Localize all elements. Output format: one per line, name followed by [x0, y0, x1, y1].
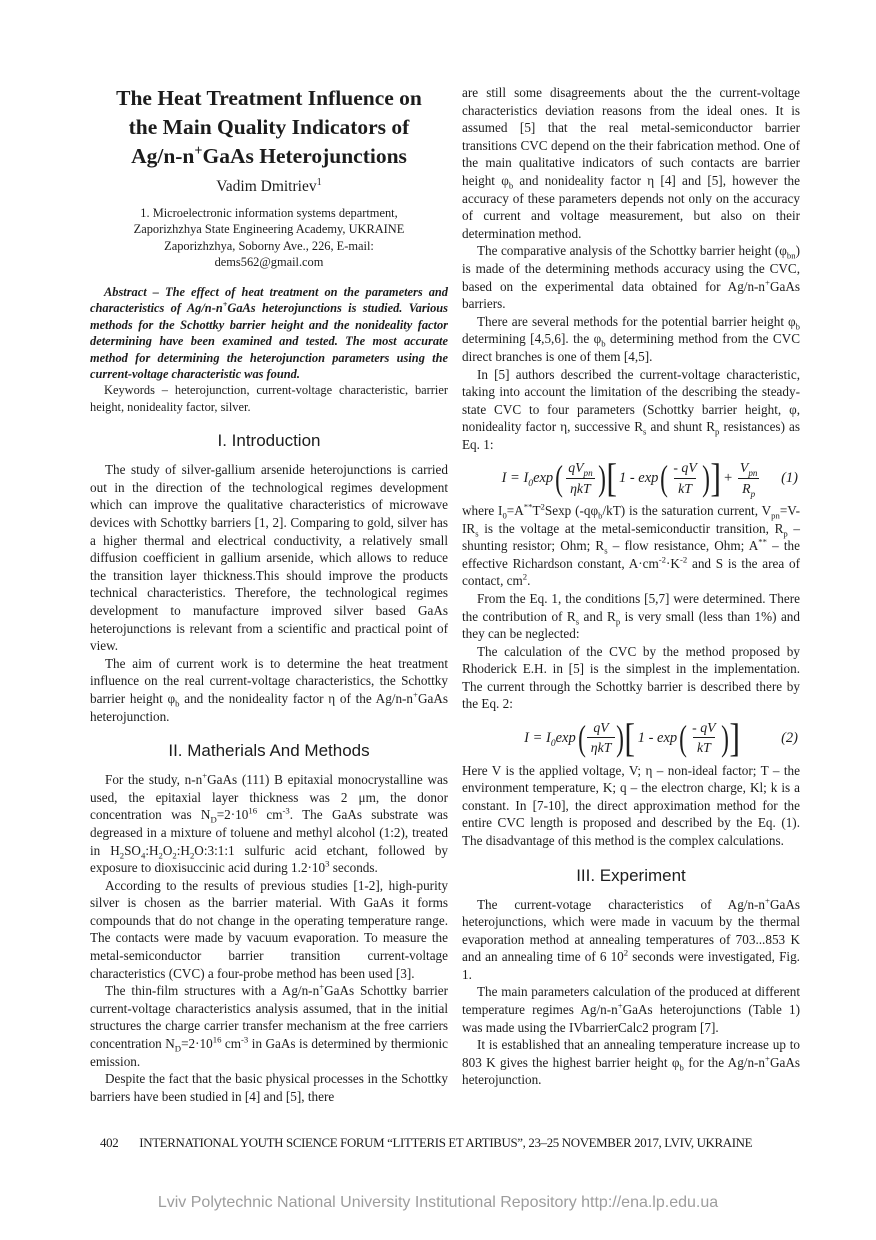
paragraph: Here V is the applied voltage, V; η – non-ideal factor; T – the environment temperature, K; q – the electron charge, Kl; k is a constant. In [7-10], the direct approximation method for the entire CVC length is proposed and described by the Eq. (1). The disadvantage of this method is the complex calculations. [462, 762, 800, 848]
paragraph: where $I_0=A^{**}T^2Sexp$ $(-q\varphi_b/kT)$ is the saturation current, $V_{pn}=V-IR_s$ is the voltage at the metal-semiconductir transition, $R_p$ – shunting resistor; Ohm; $R_s$ – flow resistance, Ohm; A** – the effective Richardson constant, $A\cdot cm^{-2}\cdot K^{-2}$ and S is the area of contact, $cm^2$. [462, 501, 801, 589]
equation-mid: 1 - exp [618, 469, 659, 486]
right-bracket: ] [710, 455, 721, 501]
left-paren: ( [660, 457, 669, 498]
paragraph: Despite the fact that the basic physical processes in the Schottky barriers have been studied in [4] and [5], there [90, 1071, 448, 1104]
affiliation [90, 205, 448, 271]
left-column [90, 84, 448, 1105]
equation-mid: 1 - exp [637, 729, 678, 746]
equation-2 [462, 714, 800, 760]
fraction: $\frac{qV}{\text{ηkT}}$ [587, 719, 616, 756]
section-heading-experiment: III. Experiment [576, 865, 686, 885]
paragraph: The calculation of the CVC by the method proposed by Rhoderick E.H. in [5] is the simplest in the implementation. The current through the Schottky barrier is described there by the Eq. 2: [462, 643, 800, 712]
paragraph: The current-votage characteristics of Ag/n-n+GaAs heterojunctions, which were made in vacuum by the thermal evaporation method at annealing temperatures of 703...853 K and an annealing time of 6 $10^2$ seconds were investigated, Fig. 1. [462, 895, 800, 982]
paragraph: The study of silver-gallium arsenide heterojunctions is carried out in the direction of the technological regimes development which can improve the qualitative characteristics of microwave devices with Schottky barriers [1, 2]. Comparing to gold, silver has a higher thermal and electrical conductivity, a relatively small diffusion coefficient in gallium arsenide, which allows to reduce the transition layer thickness.This should improve the products technical characteristics. Therefore, the technological regimes development to manufacture improved silver based GaAs heterojunctions is relevant from a scientific and practical point of view. [90, 462, 448, 654]
title-line-2: the Main Quality Indicators of [128, 115, 410, 139]
equation-lhs: $I = I_0\exp$ [501, 469, 554, 489]
footer-conference-text: INTERNATIONAL YOUTH SCIENCE FORUM “LITTERIS ET ARTIBUS”, 23–25 NOVEMBER 2017, LVIV, UKRAINE [139, 1136, 753, 1150]
title-line-1: The Heat Treatment Influence on [116, 86, 422, 110]
fraction: $\frac{- qV}{kT}$ [692, 720, 716, 756]
paragraph: The main parameters calculation of the produced at different temperature regimes Ag/n-n+GaAs heterojunctions (Table 1) was made using the IVbarrierCalc2 program [7]. [462, 984, 800, 1035]
paragraph: It is established that an annealing temperature increase up to 803 K gives the highest barrier height $\varphi_b$ for the Ag/n-n+GaAs heterojunction. [462, 1037, 800, 1088]
abstract: Abstract – The effect of heat treatment on the parameters and characteristics of Ag/n-n+GaAs heterojunctions is studied. Various methods for the Schottky barrier height and the nonideality factor determining have been examined and tested. The most accurate method for determining the heterojunction parameters using the current-voltage characteristic was found. [90, 284, 448, 381]
left-bracket: [ [624, 714, 636, 760]
keywords: Keywords – heterojunction, current-voltage characteristic, barrier height, nonideality factor, silver. [90, 383, 448, 414]
section-heading-materials: II. Matherials And Methods [168, 741, 370, 761]
affiliation-line: 1. Microelectronic information systems department, [140, 205, 398, 220]
fraction: $\frac{V_{pn}}{R_p}$ [739, 460, 758, 499]
right-paren: ) [701, 457, 710, 498]
left-paren: ( [577, 717, 586, 758]
paragraph: From the Eq. 1, the conditions [5,7] were determined. There the contribution of $R_s$ and $R_p$ is very small (less than 1%) and they can be neglected: [462, 590, 800, 642]
email: dems562@gmail.com [214, 255, 324, 270]
author-name: Vadim Dmitriev$^1$ [216, 176, 322, 195]
paragraph: There are several methods for the potential barrier height $\varphi_b$ determining [4,5,6]. the $\varphi_b$ determining method from the CVC direct branches is one of them [4,5]. [462, 313, 800, 364]
right-paren: ) [616, 717, 625, 758]
paper-title [90, 84, 448, 171]
left-paren: ( [555, 457, 564, 498]
affiliation-line: Zaporizhzhya State Engineering Academy, UKRAINE [133, 222, 405, 237]
equation-lhs: $I = I_0\exp$ [524, 729, 576, 749]
right-paren: ) [720, 717, 729, 758]
paragraph: are still some disagreements about the the current-voltage characteristics deviation reasons from the ideal ones. It is assumed [5] that the real metal-semiconductor barrier transitions CVC depend on the their fabrication method. One of the main qualitative indicators of such contacts are barrier height $\varphi_b$ and nonideality factor η [4] and [5], however the accuracy of these parameters depends not only on the accuracy of current and voltage measurement, but also on their determination method. [462, 85, 801, 241]
title-line-3: Ag/n-n+GaAs Heterojunctions [131, 142, 407, 168]
paragraph: The aim of current work is to determine the heat treatment influence on the real current-voltage characteristics, the Schottky barrier height $\varphi_b$ and the nonideality factor η of the Ag/n-n+GaAs heterojunction. [90, 655, 448, 724]
left-bracket: [ [605, 455, 617, 501]
right-bracket: ] [728, 714, 740, 760]
paragraph: For the study, n-n+GaAs (111) B epitaxial monocrystalline was used, the epitaxial layer thickness was 2 μm, the donor concentration was $N_D=2\cdot 10^{16}$ $cm^{-3}$. The GaAs substrate was degreased in a mixture of toluene and methyl alcohol (1:2), treated in $H_2SO_4:H_2O_2:H_2O:3:1:1$ sulfuric acid etchant, followed by exposure to dioxisuccinic acid during $1.2\cdot 10^3$ seconds. [90, 770, 449, 876]
left-paren: ( [679, 717, 688, 758]
equation-number: (1) [781, 469, 798, 486]
paragraph: According to the results of previous studies [1-2], high-purity silver is chosen as the barrier material. With GaAs it forms compounds that do not change in the operating temperature range. The contacts were made by vacuum evaporation. To measure the metal-semiconductor barrier transition current-voltage characteristics (CVC) a four-probe method has been used [3]. [90, 877, 448, 981]
repository-watermark: Lviv Polytechnic National University Institutional Repository http://ena.lp.edu.ua [157, 1194, 719, 1211]
equation-number: (2) [781, 729, 798, 746]
paragraph: In [5] authors described the current-voltage characteristic, taking into account the limitation of the describing the steady-state CVC to four parameters (Schottky barrier height, φ, nonideality factor η, successive $R_s$ and shunt $R_p$ resistances) as Eq. 1: [462, 366, 801, 452]
affiliation-line: Zaporizhzhya, Soborny Ave., 226, E-mail: [164, 238, 374, 253]
right-paren: ) [597, 457, 606, 498]
page-footer [100, 1136, 800, 1151]
fraction: $\frac{- qV}{kT}$ [673, 460, 697, 496]
plus-sign: + [723, 469, 733, 486]
paragraph: The comparative analysis of the Schottky barrier height $(\varphi_{bn})$ is made of the determining methods accuracy using the CVC, based on the experimental data obtained for Ag/n-n+GaAs barriers. [462, 243, 800, 312]
equation-1 [462, 455, 800, 501]
page-number: 402 [100, 1136, 119, 1150]
fraction: $\frac{qV_{pn}}{\text{ηkT}}$ [564, 459, 596, 496]
paragraph: The thin-film structures with a Ag/n-n+GaAs Schottky barrier current-voltage characteristics analysis assumed, that in the initial structures the charge carrier transfer mechanism at the free carriers concentration $N_D=2\cdot 10^{16}$ $cm^{-3}$ in GaAs is determined by thermionic emission. [90, 981, 449, 1069]
section-heading-introduction: I. Introduction [217, 431, 321, 451]
right-column [462, 84, 800, 1089]
